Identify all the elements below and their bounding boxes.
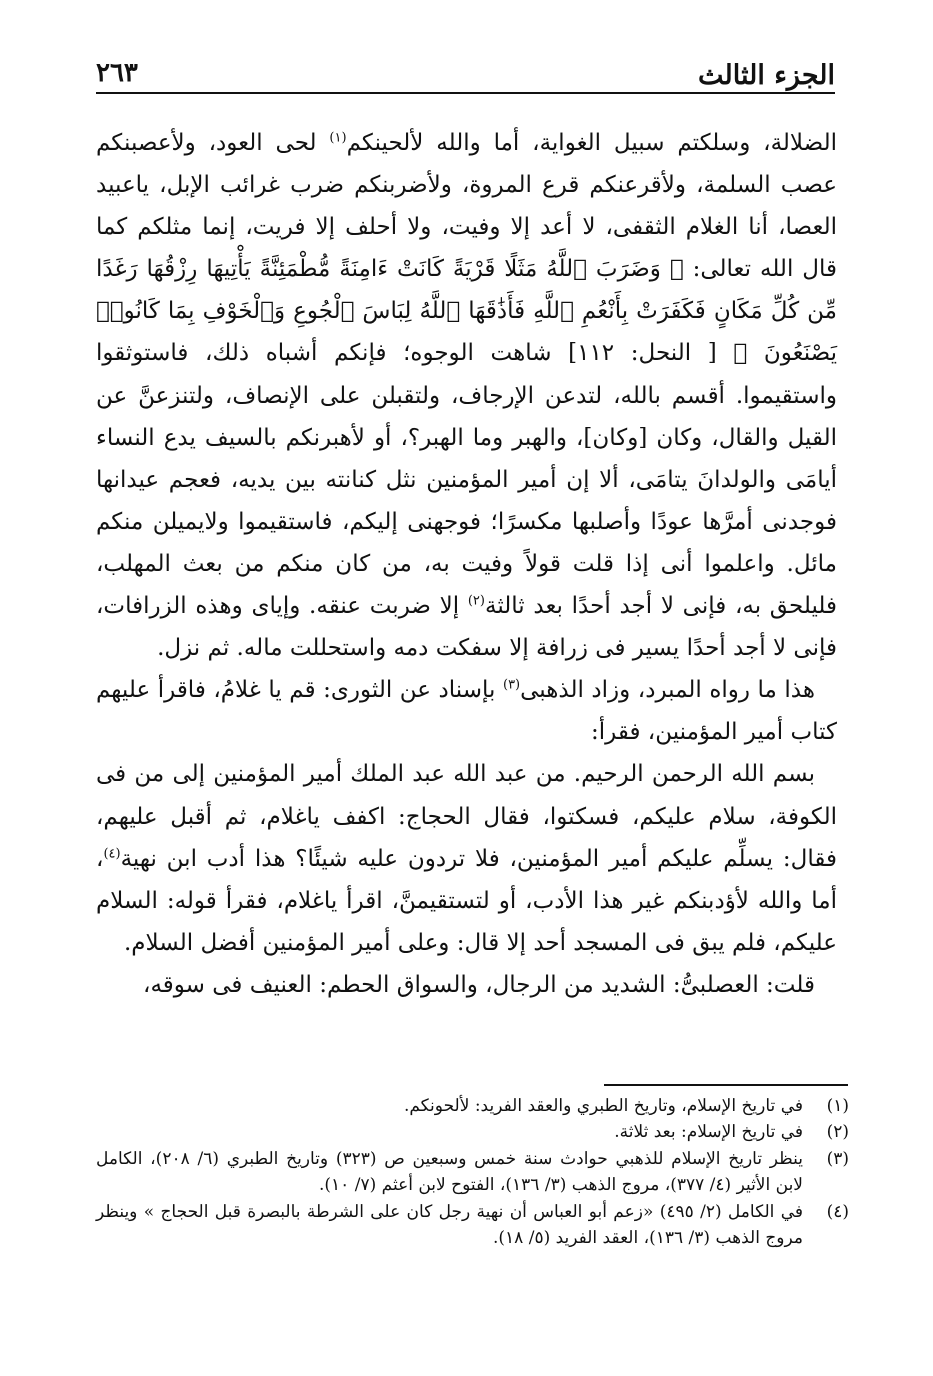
footnote-ref-2: (٢) — [467, 593, 485, 609]
footnote-text: في تاريخ الإسلام، وتاريخ الطبري والعقد الفريد: لألحونكم. — [403, 1096, 803, 1116]
footnote-item — [96, 1119, 849, 1145]
footnote-text: في تاريخ الإسلام: بعد ثلاثة. — [614, 1122, 803, 1143]
text-run: بإسناد عن الثورى: قم يا غلامُ، فاقرأ عليهم كتاب أمير المؤمنين، فقرأ: — [96, 677, 837, 746]
text-run: هذا ما رواه المبرد، وزاد الذهبى — [520, 677, 815, 704]
main-text — [96, 122, 837, 1006]
footnote-number: (٤) — [826, 1201, 849, 1222]
paragraph-narration — [96, 669, 837, 753]
footnote-item — [96, 1199, 849, 1252]
footnote-number: (١) — [826, 1096, 849, 1116]
text-run: بسم الله الرحمن الرحيم. من عبد الله عبد الملك أمير المؤمنين إلى من فى الكوفة، سلام عليكم، فسكتوا، فقال الحجاج: اكفف ياغلام، ثم أقبل عليهم، فقال: يسلِّم عليكم أمير المؤمنين، فلا تردون عليه شيئًا؟ هذا أدب ابن نهية — [96, 761, 837, 872]
footnote-text: ينظر تاريخ الإسلام للذهبي حوادث سنة خمس وسبعين ص (٣٢٣) وتاريخ الطبري (٦/ ٢٠٨)، الكامل لابن الأثير (٤/ ٣٧٧)، مروج الذهب (٣/ ١٣٦)، الفتوح لابن أعثم (٧/ ١٠). — [96, 1148, 803, 1196]
footnote-number: (٣) — [826, 1148, 849, 1169]
paragraph-speech — [96, 122, 837, 669]
footnote-ref-3: (٣) — [502, 677, 521, 693]
footnote-number: (٢) — [826, 1122, 849, 1143]
running-header — [96, 52, 835, 94]
footnote-item — [96, 1093, 849, 1119]
text-run: ، أما والله لأؤدبنكم غير هذا الأدب، أو لتستقيمنَّ، اقرأ ياغلام، فقرأ قوله: السلام عليكم، فلم يبق فى المسجد أحد إلا قال: وعلى أمير المؤمنين أفضل السلام. — [96, 845, 837, 956]
footnote-separator — [604, 1084, 848, 1086]
text-run: الضلالة، وسلكتم سبيل الغواية، أما والله لألحينكم — [346, 130, 837, 156]
chapter-title: الجزء الثالث — [698, 60, 835, 91]
footnote-text: في الكامل (٢/ ٤٩٥) «زعم أبو العباس أن نهية رجل كان على الشرطة بالبصرة قبل الحجاج » وينظر مروج الذهب (٣/ ١٣٦)، العقد الفريد (٥/ ١٨). — [96, 1201, 803, 1249]
paragraph-commentary: قلت: العصلبىُّ: الشديد من الرجال، والسواق الحطم: العنيف فى سوقه، — [143, 971, 815, 998]
footnote-ref-1: (١) — [329, 130, 347, 146]
page-number: ٢٦٣ — [96, 58, 138, 88]
footnote-item — [96, 1146, 849, 1199]
text-run: إلا ضربت عنقه. وإياى وهذه الزرافات، فإنى لا أجد أحدًا يسير فى زرافة إلا سفكت دمه واستحللت ماله. ثم نزل. — [96, 593, 837, 662]
text-run: لحى العود، ولأعصبنكم عصب السلمة، ولأقرعنكم قرع المروة، ولأضربنكم ضرب غرائب الإبل، ياعبيد العصا، أنا الغلام الثقفى، لا أعد إلا وفيت، ولا أحلف إلا فريت، إنما مثلكم كما قال الله تعالى: ﴿ وَضَرَبَ ٱللَّهُ مَثَلًا قَرْيَةً كَانَتْ ءَامِنَةً مُّطْمَئِنَّةً يَأْتِيهَا رِزْقُهَا رَغَدًا مِّن كُلِّ مَكَانٍ فَكَفَرَتْ بِأَنْعُمِ ٱللَّهِ فَأَذَٰقَهَا ٱللَّهُ لِبَاسَ ٱلْجُوعِ وَٱلْخَوْفِ بِمَا كَانُوا۟ يَصْنَعُونَ ﴾ [ النحل: ١١٢] شاهت الوجوه؛ فإنكم أشباه ذلك، فاستوثقوا واستقيموا. أقسم بالله، لتدعن الإرجاف، ولتقبلن على الإنصاف، ولتنزعنَّ عن القيل والقال، وكان [وكان]، والهبر وما الهبر؟، أو لأهبرنكم بالسيف يدع النساء أيامَى والولدانَ يتامَى، ألا إن أمير المؤمنين نثل كنانته بين يديه، فعجم عيدانها فوجدنى أمرَّها عودًا وأصلبها مكسرًا؛ فوجهنى إليكم، فاستقيموا ولايميلن منكم مائل. واعلموا أنى إذا قلت قولاً وفيت به، من كان منكم من بعث المهلب، فليلحق به، فإنى لا أجد أحدًا بعد ثالثة — [96, 130, 838, 620]
footnotes — [96, 1093, 849, 1251]
paragraph-letter — [96, 753, 837, 963]
footnote-ref-4: (٤) — [103, 845, 121, 861]
